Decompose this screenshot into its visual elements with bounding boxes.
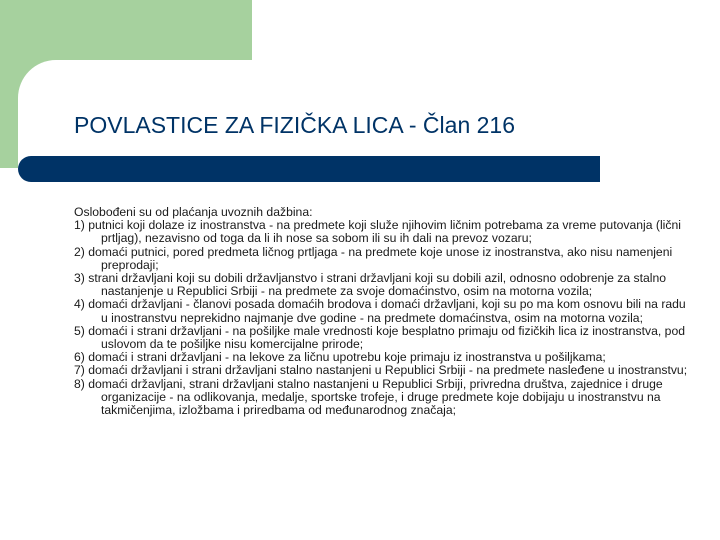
exemption-list bbox=[74, 219, 694, 417]
slide-title: POVLASTICE ZA FIZIČKA LICA - Član 216 bbox=[74, 112, 515, 138]
list-item: 5) domaći i strani državljani - na pošiljke male vrednosti koje besplatno primaju od fizičkih lica iz inostranstva, pod uslovom da te pošiljke nisu komercijalne prirode; bbox=[74, 323, 686, 352]
list-item: 1) putnici koji dolaze iz inostranstva - na predmete koji služe njihovim ličnim potrebama za vreme putovanja (lični prtljag), nezavisno od toga da li ih nose sa sobom ili su ih dali na prevoz vozaru; bbox=[74, 218, 681, 246]
list-item: 8) domaći državljani, strani državljani stalno nastanjeni u Republici Srbiji, privredna društva, zajednice i druge organizacije - na odlikovanja, medalje, sportske trofeje, i druge predmete koje dobijaju u inostranstvu na takmičenjima, izložbama i priredbama od međunarodnog značaja; bbox=[74, 376, 663, 418]
list-item: 6) domaći i strani državljani - na lekove za ličnu upotrebu koje primaju iz inostranstva u pošiljkama; bbox=[74, 350, 606, 365]
slide-body bbox=[74, 206, 694, 417]
title-underline-bar bbox=[18, 156, 600, 182]
intro-text: Oslobođeni su od plaćanja uvoznih dažbina: bbox=[74, 205, 313, 219]
list-item: 4) domaći državljani - članovi posada domaćih brodova i domaći državljani, koji su po ma kom osnovu bili na radu u inostranstvu neprekidno najmanje dve godine - na predmete domaćinstva, osim na motorna vozila; bbox=[74, 297, 686, 325]
list-item: 3) strani državljani koji su dobili državljanstvo i strani državljani koji su dobili azil, odnosno odobrenje za stalno nastanjenje u Republici Srbiji - na predmete za svoje domaćinstvo, osim na motorna vozila; bbox=[74, 271, 667, 299]
list-item: 7) domaći državljani i strani državljani stalno nastanjeni u Republici Srbiji - na predmete nasleđene u inostranstvu; bbox=[74, 363, 688, 378]
list-item: 2) domaći putnici, pored predmeta ličnog prtljaga - na predmete koje unose iz inostranstva, ako nisu namenjeni preprodaji; bbox=[74, 244, 673, 272]
